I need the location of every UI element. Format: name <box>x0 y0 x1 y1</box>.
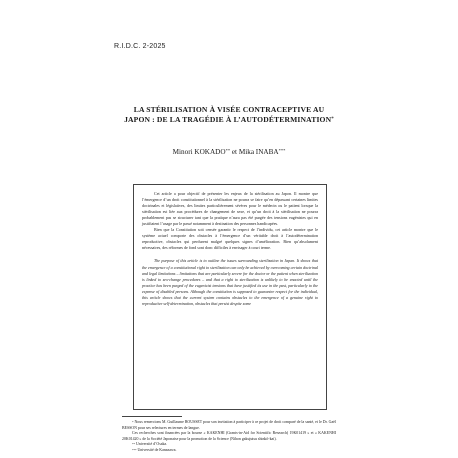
footnote-2-text: Université d’Osaka. <box>135 442 168 447</box>
footnote-1-mark: * <box>132 420 134 424</box>
author-2-mark: *** <box>278 148 286 153</box>
author-join: et <box>230 148 239 156</box>
title-line-1: LA STÉRILISATION À VISÉE CONTRACEPTIVE AU <box>133 105 325 114</box>
abstract-fr-paragraph-2: Bien que la Constitution soit censée garantir le respect de l’individu, cet article montre que le système actuel comporte des obstacles à l’émergence d’un véritable droit à l’autodétermination reproductive, obstacles qui perdurent malgré quelques signes d’amélioration. Bien qu’absolument nécessaires, des réformes de fond sont donc difficiles à envisager à court terme. <box>142 227 318 251</box>
abstract-box <box>133 184 327 410</box>
abstract-english <box>142 258 318 306</box>
abstract-fr-paragraph-1: Cet article a pour objectif de présenter les enjeux de la stérilisation au Japon. Il montre que l’émergence d’un droit constitutionnel à la stérilisation ne pourra se faire qu’en dépassant certaines limites doctrinales et législatives, des limites particulièrement sévères pour le médecin ou le patient lorsque la stérilisation est liée aux procédures de changement de sexe, et qu’un droit à la stérilisation ne pourra probablement pas se structurer tant que la pratique n’aura pas été purgée des tensions eugénistes qui en justifiaient l’usage par le passé notamment à destination des personnes handicapées. <box>142 191 318 227</box>
title-footnote-mark: * <box>331 117 334 122</box>
article-title <box>120 105 338 125</box>
footnote-1b <box>122 431 336 442</box>
footnote-3 <box>122 448 336 454</box>
footnote-3-text: Université de Kanazawa. <box>137 447 177 452</box>
footnote-divider <box>122 416 182 417</box>
abstract-french <box>142 191 318 251</box>
article-authors <box>120 148 338 156</box>
author-1: Minori KOKADO <box>172 148 226 156</box>
author-1-mark: ** <box>225 148 231 153</box>
footnotes <box>122 416 336 454</box>
footnote-2-mark: ** <box>132 442 135 447</box>
journal-header: R.I.D.C. 2-2025 <box>114 43 166 50</box>
footnote-1 <box>122 420 336 431</box>
author-2: Mika INABA <box>238 148 279 156</box>
footnote-1b-text: Ces recherches sont financées par la bourse « KAKENHI (Grants-in-Aid for Scientific Research) 19K01419 » et « KAKENHI 20K01420 » de la Société Japonaise pour la promotion de la Science (Nihon gakujutsu shinkō-kai). <box>122 431 336 441</box>
abstract-en-paragraph-1: The purpose of this article is to outline the issues surrounding sterilization in Japan. It shows that the emergence of a constitutional right to sterilization can only be achieved by overcoming certain doctrinal and legal limitations – limitations that are particularly severe for the doctor or the patient when sterilization is linked to sex-change procedures – and that a right to sterilization is unlikely to be enacted until the practice has been purged of the eugenicist tensions that have justified its use in the past, particularly to the expense of disabled persons. Although the constitution is supposed to guarantee respect for the individual, this article shows that the current system contains obstacles to the emergence of a genuine right to reproductive self-determination, obstacles that persist despite some <box>142 258 318 306</box>
title-line-2: JAPON : DE LA TRAGÉDIE À L’AUTODÉTERMINATION <box>124 115 332 124</box>
footnote-3-mark: *** <box>132 447 137 452</box>
footnote-1-text: Nous remercions M. Guillaume ROUSSET pour son invitation à participer à ce projet de droit comparé de la santé, et le Dr. Gaël BESSON pour ses relectures en termes de langue. <box>122 420 336 430</box>
